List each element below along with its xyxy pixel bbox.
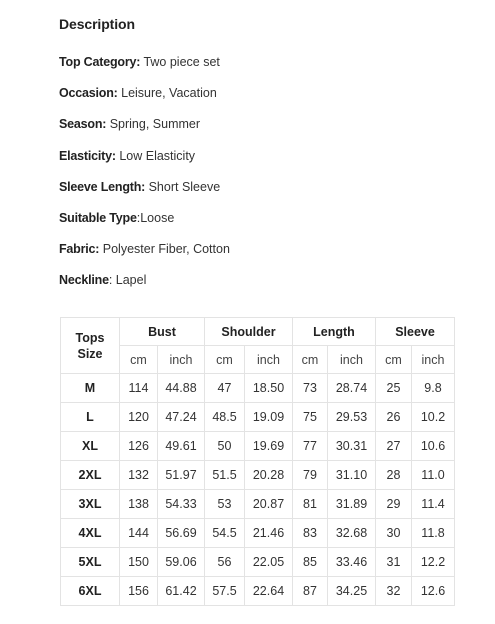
table-cell: 51.5 [205, 461, 245, 490]
table-cell: 54.5 [205, 519, 245, 548]
table-cell: 47.24 [158, 403, 205, 432]
table-cell: 31 [376, 548, 412, 577]
unit-header: inch [412, 346, 455, 374]
table-cell: 12.6 [412, 577, 455, 606]
attr-value: Short Sleeve [145, 180, 221, 194]
table-cell: 85 [293, 548, 328, 577]
size-label: XL [61, 432, 120, 461]
unit-header: cm [293, 346, 328, 374]
attr-value: : Lapel [108, 273, 147, 287]
table-cell: 49.61 [158, 432, 205, 461]
attr-sleeve-length [59, 180, 220, 194]
size-chart-unit-row [61, 346, 455, 374]
table-cell: 156 [120, 577, 158, 606]
table-cell: 44.88 [158, 374, 205, 403]
attr-season [59, 117, 200, 131]
table-row [61, 432, 455, 461]
unit-header: inch [328, 346, 376, 374]
table-cell: 53 [205, 490, 245, 519]
corner-header [61, 318, 120, 374]
table-cell: 61.42 [158, 577, 205, 606]
attr-label: Top Category: [59, 55, 141, 69]
table-row [61, 461, 455, 490]
table-cell: 34.25 [328, 577, 376, 606]
attr-value: Spring, Summer [106, 117, 201, 131]
size-label: 4XL [61, 519, 120, 548]
table-cell: 56.69 [158, 519, 205, 548]
attr-label: Elasticity: [59, 149, 116, 163]
table-cell: 11.8 [412, 519, 455, 548]
table-cell: 31.10 [328, 461, 376, 490]
attr-label: Neckline [59, 273, 109, 287]
attr-value: Polyester Fiber, Cotton [99, 242, 230, 256]
attr-neckline [59, 273, 146, 287]
size-chart-table [60, 317, 455, 606]
unit-header: cm [120, 346, 158, 374]
table-cell: 27 [376, 432, 412, 461]
table-cell: 30 [376, 519, 412, 548]
table-cell: 11.0 [412, 461, 455, 490]
table-cell: 25 [376, 374, 412, 403]
attr-value: Low Elasticity [115, 149, 196, 163]
table-cell: 28.74 [328, 374, 376, 403]
unit-header: cm [205, 346, 245, 374]
size-label: 5XL [61, 548, 120, 577]
table-cell: 144 [120, 519, 158, 548]
table-cell: 21.46 [245, 519, 293, 548]
table-row [61, 519, 455, 548]
table-cell: 56 [205, 548, 245, 577]
table-cell: 20.28 [245, 461, 293, 490]
table-row [61, 403, 455, 432]
attr-value: Two piece set [140, 55, 220, 69]
group-header-length: Length [293, 318, 376, 346]
table-cell: 75 [293, 403, 328, 432]
size-label: 6XL [61, 577, 120, 606]
group-header-sleeve: Sleeve [376, 318, 455, 346]
table-cell: 28 [376, 461, 412, 490]
table-cell: 120 [120, 403, 158, 432]
attr-value: Leisure, Vacation [117, 86, 217, 100]
table-cell: 57.5 [205, 577, 245, 606]
table-cell: 51.97 [158, 461, 205, 490]
table-cell: 79 [293, 461, 328, 490]
table-cell: 10.6 [412, 432, 455, 461]
table-cell: 12.2 [412, 548, 455, 577]
corner-line-1: Tops [75, 330, 105, 345]
table-cell: 11.4 [412, 490, 455, 519]
section-heading: Description [59, 16, 135, 32]
table-cell: 26 [376, 403, 412, 432]
table-cell: 138 [120, 490, 158, 519]
table-cell: 33.46 [328, 548, 376, 577]
attr-label: Occasion: [59, 86, 118, 100]
table-cell: 126 [120, 432, 158, 461]
size-chart-body [61, 374, 455, 606]
table-cell: 22.64 [245, 577, 293, 606]
table-cell: 77 [293, 432, 328, 461]
unit-header: cm [376, 346, 412, 374]
table-cell: 30.31 [328, 432, 376, 461]
attr-elasticity [59, 149, 195, 163]
table-cell: 48.5 [205, 403, 245, 432]
table-cell: 150 [120, 548, 158, 577]
table-cell: 20.87 [245, 490, 293, 519]
group-header-bust: Bust [120, 318, 205, 346]
attr-label: Sleeve Length: [59, 180, 146, 194]
attr-value: :Loose [136, 211, 175, 225]
unit-header: inch [245, 346, 293, 374]
table-cell: 32 [376, 577, 412, 606]
table-row [61, 548, 455, 577]
table-cell: 19.09 [245, 403, 293, 432]
table-cell: 87 [293, 577, 328, 606]
table-cell: 59.06 [158, 548, 205, 577]
size-label: M [61, 374, 120, 403]
size-label: 2XL [61, 461, 120, 490]
attr-fabric [59, 242, 230, 256]
attr-label: Season: [59, 117, 107, 131]
unit-header: inch [158, 346, 205, 374]
table-cell: 9.8 [412, 374, 455, 403]
table-cell: 32.68 [328, 519, 376, 548]
size-label: L [61, 403, 120, 432]
table-cell: 19.69 [245, 432, 293, 461]
attr-suitable-type [59, 211, 174, 225]
table-cell: 47 [205, 374, 245, 403]
table-cell: 18.50 [245, 374, 293, 403]
table-cell: 81 [293, 490, 328, 519]
table-cell: 114 [120, 374, 158, 403]
table-row [61, 577, 455, 606]
table-cell: 29.53 [328, 403, 376, 432]
group-header-shoulder: Shoulder [205, 318, 293, 346]
size-label: 3XL [61, 490, 120, 519]
table-cell: 22.05 [245, 548, 293, 577]
size-chart-header-row [61, 318, 455, 346]
table-cell: 10.2 [412, 403, 455, 432]
table-cell: 132 [120, 461, 158, 490]
attr-label: Suitable Type [59, 211, 137, 225]
attr-occasion [59, 86, 217, 100]
attr-label: Fabric: [59, 242, 100, 256]
table-cell: 29 [376, 490, 412, 519]
table-row [61, 374, 455, 403]
table-cell: 83 [293, 519, 328, 548]
table-cell: 54.33 [158, 490, 205, 519]
attr-top-category [59, 55, 220, 69]
table-row [61, 490, 455, 519]
table-cell: 50 [205, 432, 245, 461]
table-cell: 31.89 [328, 490, 376, 519]
corner-line-2: Size [77, 346, 103, 361]
table-cell: 73 [293, 374, 328, 403]
